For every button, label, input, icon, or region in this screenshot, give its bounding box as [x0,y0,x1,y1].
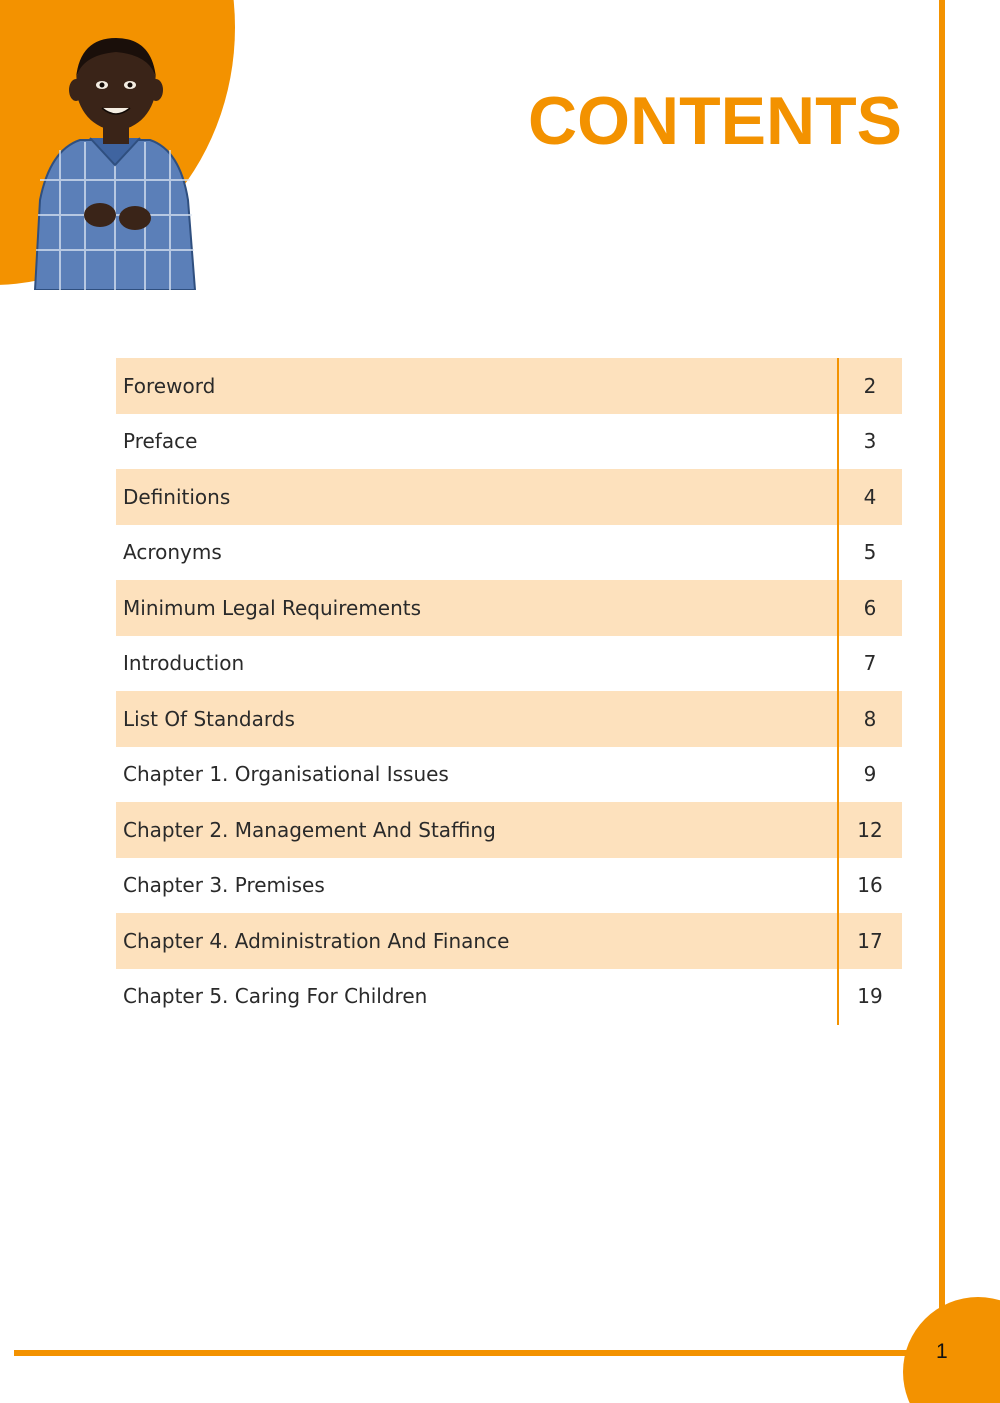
toc-entry-label: Chapter 5. Caring For Children [123,984,428,1009]
toc-entry-label: Chapter 1. Organisational Issues [123,762,449,787]
toc-row[interactable] [116,358,902,414]
toc-entry-label: Foreword [123,373,216,398]
contents-table [116,358,902,1024]
toc-entry-label: Definitions [123,484,231,509]
toc-entry-page: 17 [857,928,883,953]
toc-entry-label: List Of Standards [123,706,295,731]
toc-row[interactable] [116,802,902,858]
vertical-rule [939,0,945,1330]
bottom-rule [14,1350,934,1356]
toc-entry-page: 4 [863,484,877,509]
page-title: CONTENTS [528,83,902,159]
toc-entry-page: 8 [863,706,877,731]
toc-row[interactable] [116,580,902,636]
toc-entry-page: 6 [863,595,877,620]
page-column-divider [837,358,839,1025]
toc-row[interactable] [116,858,902,914]
child-photo [10,0,210,290]
toc-row[interactable] [116,469,902,525]
toc-row[interactable] [116,969,902,1025]
page-number: 1 [936,1340,948,1363]
toc-entry-page: 19 [857,984,883,1009]
toc-entry-page: 5 [863,540,877,565]
toc-entry-page: 3 [863,429,877,454]
toc-entry-page: 12 [857,817,883,842]
toc-entry-page: 7 [863,651,877,676]
toc-entry-label: Acronyms [123,540,222,565]
toc-row[interactable] [116,747,902,803]
toc-entry-label: Chapter 4. Administration And Finance [123,928,510,953]
toc-row[interactable] [116,691,902,747]
toc-entry-page: 9 [863,762,877,787]
toc-entry-page: 16 [857,873,883,898]
toc-entry-label: Introduction [123,651,245,676]
toc-row[interactable] [116,636,902,692]
toc-row[interactable] [116,913,902,969]
toc-entry-label: Chapter 2. Management And Staffing [123,817,496,842]
toc-row[interactable] [116,525,902,581]
toc-entry-label: Minimum Legal Requirements [123,595,422,620]
page-number-circle [903,1297,1000,1403]
toc-entry-label: Chapter 3. Premises [123,873,325,898]
toc-row[interactable] [116,414,902,470]
toc-entry-page: 2 [863,373,877,398]
toc-entry-label: Preface [123,429,198,454]
